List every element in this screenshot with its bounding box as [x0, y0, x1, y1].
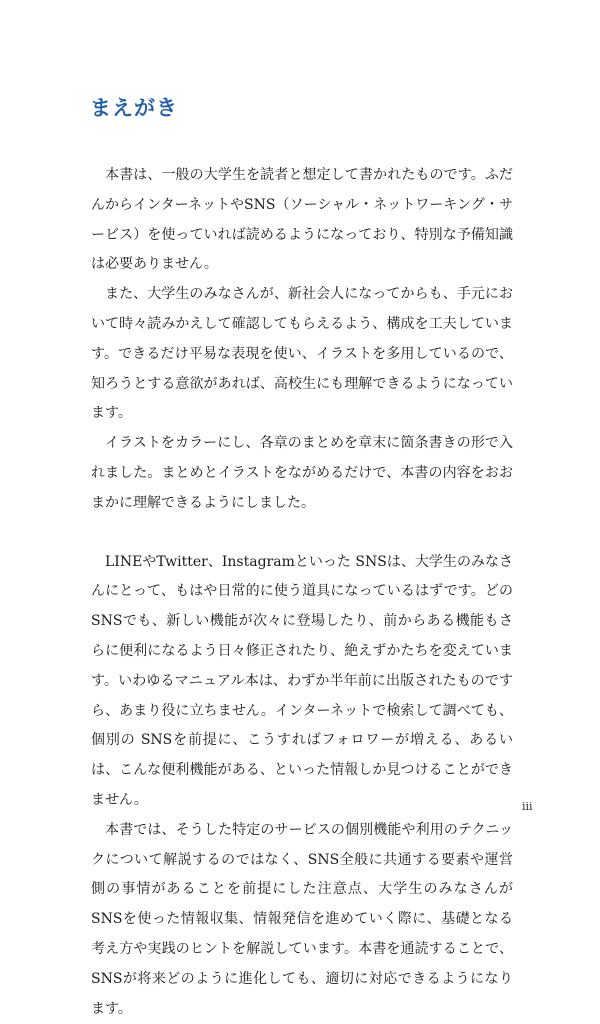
body-text	[91, 161, 513, 1024]
page-number: iii	[522, 800, 533, 813]
section-1	[91, 161, 513, 519]
paragraph: また、大学生のみなさんが、新社会人になってからも、手元において時々読みかえして確認してもらえるよう、構成を工夫しています。できるだけ平易な表現を使い、イラストを多用しているので、知ろうとする意欲があれば、高校生にも理解できるようになっています。	[91, 286, 513, 422]
paragraph: 本書は、一般の大学生を読者と想定して書かれたものです。ふだんからインターネットやSNS（ソーシャル・ネットワーキング・サービス）を使っていれば読めるようになっており、特別な予備知識は必要ありません。	[91, 167, 513, 273]
paragraph: イラストをカラーにし、各章のまとめを章末に箇条書きの形で入れました。まとめとイラストをながめるだけで、本書の内容をおおまかに理解できるようにしました。	[91, 435, 513, 511]
paragraph: 本書では、そうした特定のサービスの個別機能や利用のテクニックについて解説するのではなく、SNS全般に共通する要素や運営側の事情があることを前提にした注意点、大学生のみなさんが SNSを使った情報収集、情報発信を進めていく際に、基礎となる考え方や実践のヒントを解説しています。本書を通読することで、SNSが将来どのように進化しても、適切に対応できるようになります。	[91, 821, 513, 1017]
paragraph: LINEやTwitter、Instagramといった SNSは、大学生のみなさんにとって、もはや日常的に使う道具になっているはずです。どの SNSでも、新しい機能が次々に登場したり、前からある機能もさらに便利になるよう日々修正されたり、絶えずかたちを変えています。いわゆるマニュアル本は、わずか半年前に出版されたものですら、あまり役に立ちません。インターネットで検索して調べても、個別の SNSを前提に、こうすればフォロワーが増える、あるいは、こんな便利機能がある、といった情報しか見つけることができません。	[91, 553, 513, 808]
page-title: まえがき	[90, 96, 178, 120]
section-2	[91, 548, 513, 1024]
